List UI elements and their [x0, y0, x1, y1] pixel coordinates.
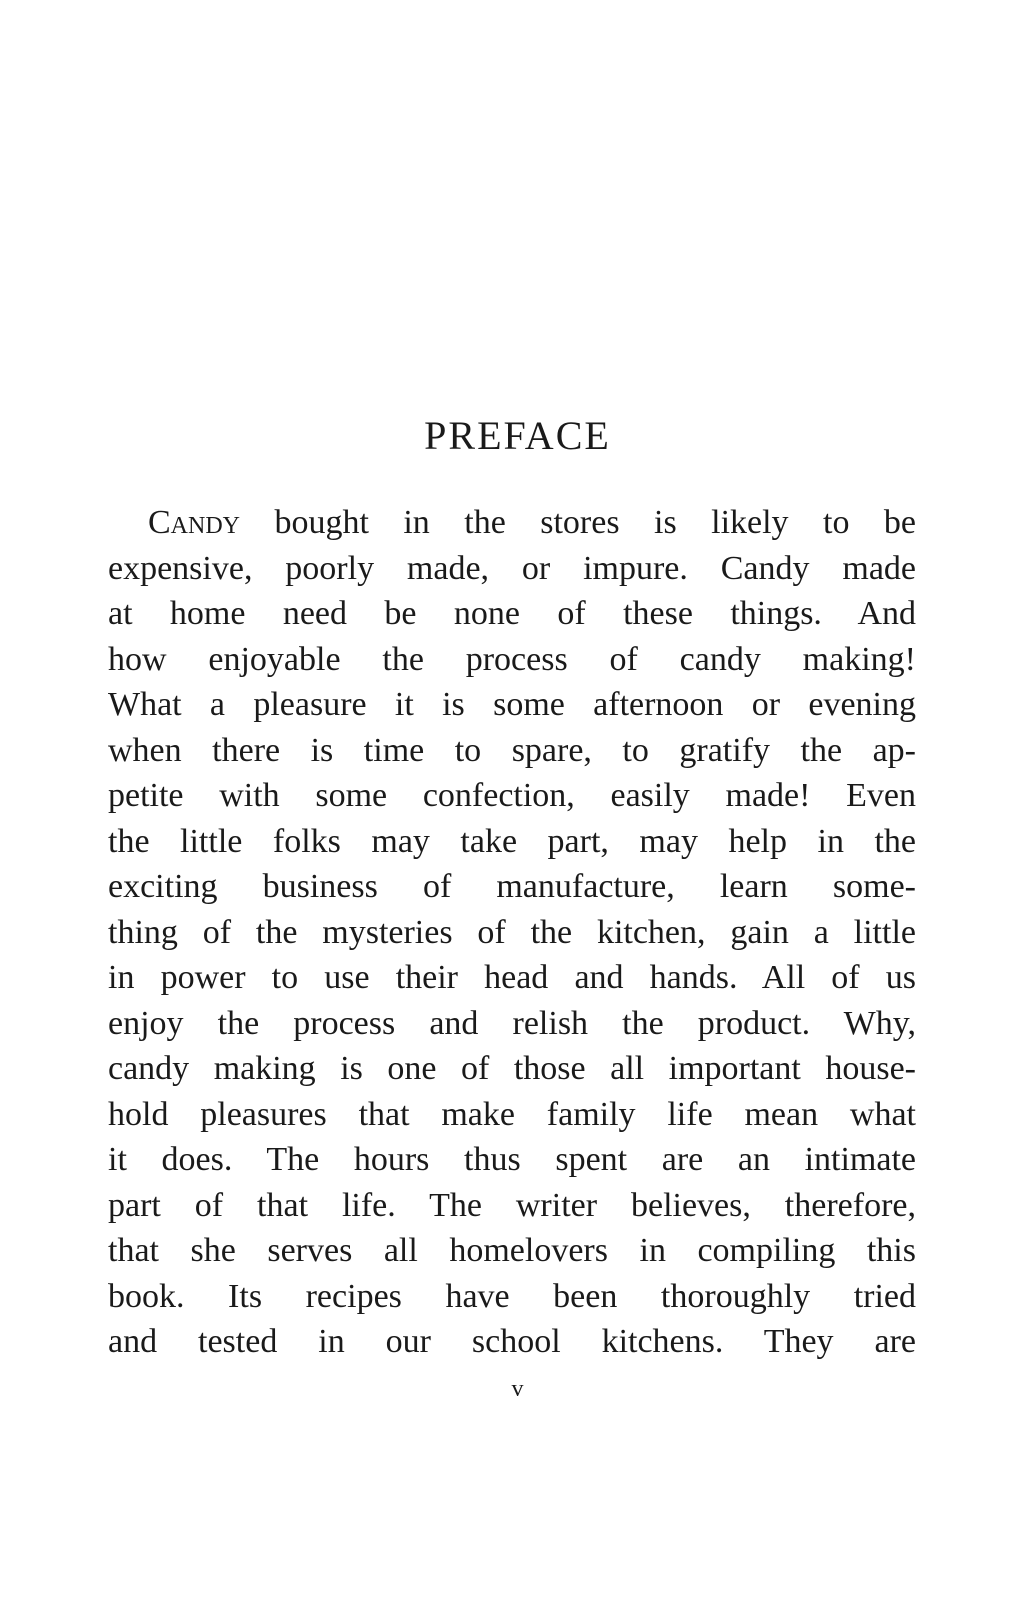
text-line: the little folks may take part, may help in the [108, 822, 916, 860]
text-line: thing of the mysteries of the kitchen, gain a little [108, 913, 916, 951]
text-line: hold pleasures that make family life mean what [108, 1095, 916, 1133]
text-line: What a pleasure it is some afternoon or evening [108, 686, 916, 723]
first-line-rest: bought in the stores is likely to be [240, 504, 916, 541]
lead-word: Candy [148, 504, 241, 541]
text-line: enjoy the process and relish the product. Why, [108, 1004, 916, 1042]
text-line: book. Its recipes have been thoroughly tried [108, 1277, 916, 1315]
text-line: when there is time to spare, to gratify the ap- [108, 731, 916, 769]
text-line: it does. The hours thus spent are an intimate [108, 1141, 916, 1178]
text-line: expensive, poorly made, or impure. Candy made [108, 549, 916, 587]
page-title: PREFACE [424, 413, 611, 458]
text-line: in power to use their head and hands. All of us [108, 959, 916, 996]
preface-paragraph [108, 500, 916, 1365]
text-line: that she serves all homelovers in compiling this [108, 1232, 916, 1269]
text-line: petite with some confection, easily made! Even [108, 777, 916, 814]
text-line: candy making is one of those all important house- [108, 1050, 916, 1087]
text-line: part of that life. The writer believes, therefore, [108, 1186, 916, 1224]
text-line: how enjoyable the process of candy making! [108, 640, 916, 678]
text-line-1 [108, 500, 916, 546]
text-line: exciting business of manufacture, learn some- [108, 868, 916, 905]
text-line: at home need be none of these things. And [108, 595, 916, 632]
text-line: and tested in our school kitchens. They are [108, 1323, 916, 1360]
page-number: v [511, 1376, 524, 1402]
